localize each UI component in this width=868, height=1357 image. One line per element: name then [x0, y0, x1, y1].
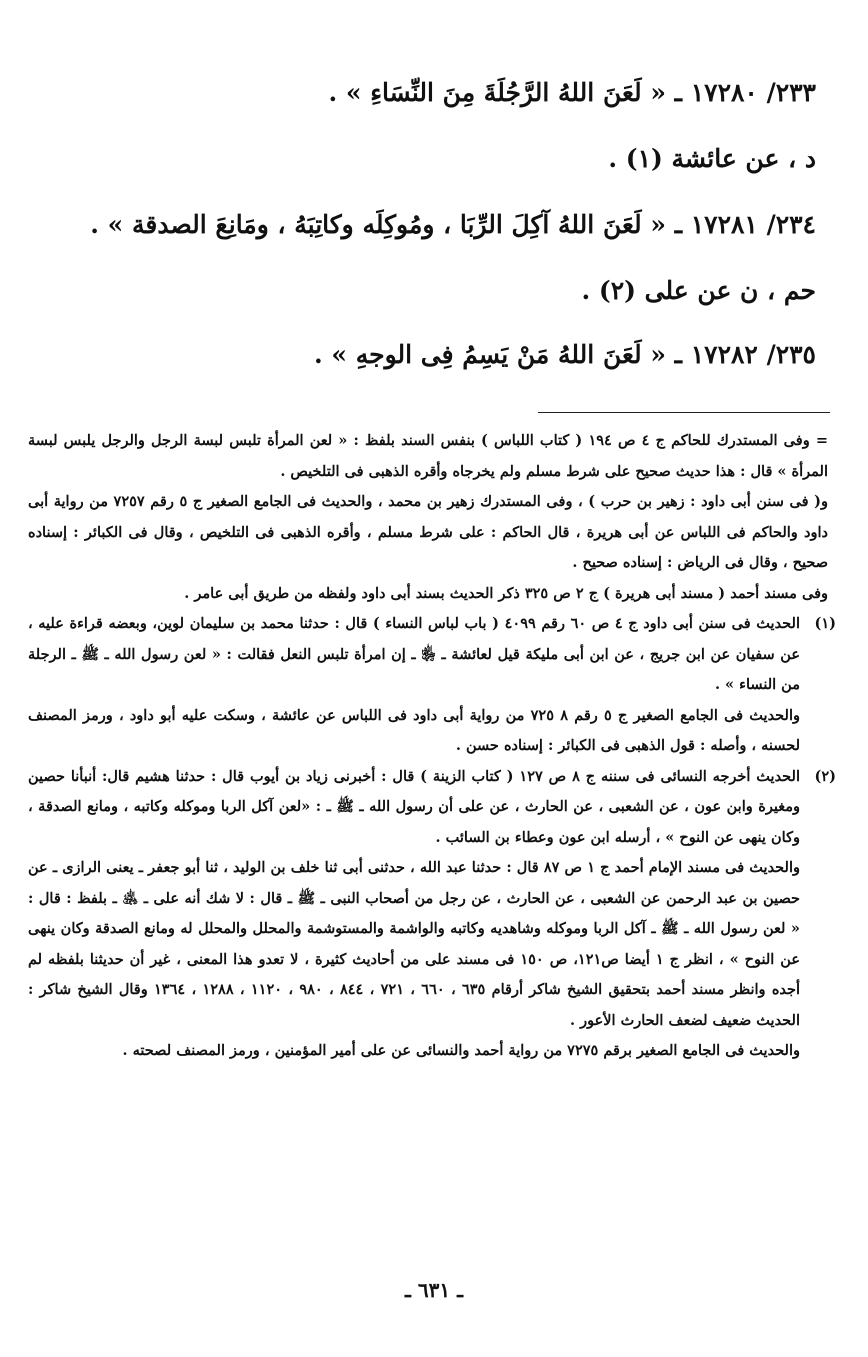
footnote-separator — [538, 412, 830, 413]
footnote-2-marker: (٢) — [814, 767, 836, 785]
footnote-2-para-3: والحديث فى الجامع الصغير برقم ٧٢٧٥ من رواية أحمد والنسائى عن على أمير المؤمنين ، ورمز المصنف لصحته . — [122, 1042, 800, 1059]
hadith-234: ٢٣٤/ ١٧٢٨١ ـ « لَعَنَ اللهُ آكِلَ الرِّبَا ، ومُوكِلَه وكاتِبَهُ ، ومَانِعَ الصدقة » . — [90, 210, 816, 239]
footnote-2-para-2: والحديث فى مسند الإمام أحمد ج ١ ص ٨٧ قال : حدثنا عبد الله ، حدثنى أبى ثنا خلف بن الوليد ، ثنا أبو جعفر ـ يعنى الرازى ـ عن حصين بن عبد الرحمن عن الشعبى ، عن الحارث ، عن رجل من أصحاب النبى ـ ﷺ ـ قال : لا شك أنه على ـ ﵁ ـ بلفظ : قال : « لعن رسول الله ـ ﷺ ـ آكل الربا وموكله وشاهديه وكاتبه والواشمة والمستوشمة والمحلل والمحلل له ومانع الصدقة وكان ينهى عن النوح » ، انظر ج ١ أيضا ص١٢١، ص ١٥٠ فى مسند على من أحاديث كثيرة ، لا تعدو هذا المعنى ، غير أن حديثنا بلفظه لم أجده وانظر مسند أحمد بتحقيق الشيخ شاكر أرقام ٦٣٥ ، ٦٦٠ ، ٧٢١ ، ٨٤٤ ، ٩٨٠ ، ١١٢٠ ، ١٢٨٨ ، ١٣٦٤ وقال الشيخ شاكر : الحديث ضعيف لضعف الحارث الأعور . — [28, 859, 801, 1029]
footnote-1 — [28, 609, 836, 762]
footnote-1-para-1: الحديث فى سنن أبى داود ج ٤ ص ٦٠ رقم ٤٠٩٩ ( باب لباس النساء ) قال : حدثنا محمد بن سليمان لوين، وبعضه قراءة عليه ، عن سفيان عن ابن جريج ، عن ابن أبى مليكة قيل لعائشة ـ ﵂ ـ إن امرأة تلبس النعل فقالت : « لعن رسول الله ـ ﷺ ـ الرجلة من النساء » . — [28, 615, 800, 693]
footnote-1-marker: (١) — [814, 615, 836, 632]
footnote-continuation-1: = وفى المستدرك للحاكم ج ٤ ص ١٩٤ ( كتاب اللباس ) بنفس السند بلفظ : « لعن المرأة تلبس لبسة الرجل والرجل يلبس لبسة المرأة » قال : هذا حديث صحيح على شرط مسلم ولم يخرجاه وأقره الذهبى فى التلخيص . — [28, 432, 828, 480]
hadith-234-source: حم ، ن عن على (٢) . — [581, 276, 816, 305]
footnote-2-para-1: الحديث أخرجه النسائى فى سننه ج ٨ ص ١٢٧ ( كتاب الزينة ) قال : أخبرنى زياد بن أيوب قال : حدثنا هشيم قال: أنبأنا حصين ومغيرة وابن عون ، عن الشعبى ، عن الحارث ، عن على أن رسول الله ـ ﷺ ـ : «لعن آكل الربا وموكله وكاتبه ، ومانع الصدقة ، وكان ينهى عن النوح » ، أرسله ابن عون وعطاء بن السائب . — [28, 767, 800, 846]
footnotes — [28, 426, 836, 1067]
footnote-continuation-3: وفى مسند أحمد ( مسند أبى هريرة ) ج ٢ ص ٣٢٥ ذكر الحديث بسند أبى داود ولفظه من طريق أبى عامر . — [184, 584, 828, 602]
footnote-2 — [28, 762, 836, 1067]
footnote-continuation-2: و( فى سنن أبى داود : زهير بن حرب ) ، وفى المستدرك زهير بن محمد ، والحديث فى الجامع الصغير ج ٥ رقم ٧٢٥٧ من رواية أبى داود والحاكم فى اللباس عن أبى هريرة ، قال الحاكم : على شرط مسلم ، وأقره الذهبى فى التلخيص ، وقال فى الكبائر : إسناده صحيح ، وقال فى الرياض : إسناده صحيح . — [28, 493, 828, 571]
hadith-235: ٢٣٥/ ١٧٢٨٢ ـ « لَعَنَ اللهُ مَنْ يَسِمُ فِى الوجهِ » . — [314, 340, 816, 369]
page-number: ـ ٦٣١ ـ — [405, 1278, 463, 1302]
footnote-1-para-2: والحديث فى الجامع الصغير ج ٥ رقم ٨ ٧٢٥ من رواية أبى داود فى اللباس عن عائشة ، وسكت عليه أبو داود ، ورمز المصنف لحسنه ، وأصله : قول الذهبى فى الكبائر : إسناده حسن . — [28, 706, 800, 754]
hadith-233-source: د ، عن عائشة (١) . — [608, 144, 816, 173]
hadith-233: ٢٣٣/ ١٧٢٨٠ ـ « لَعَنَ اللهُ الرَّجُلَةَ مِنَ النِّسَاءِ » . — [328, 78, 816, 107]
